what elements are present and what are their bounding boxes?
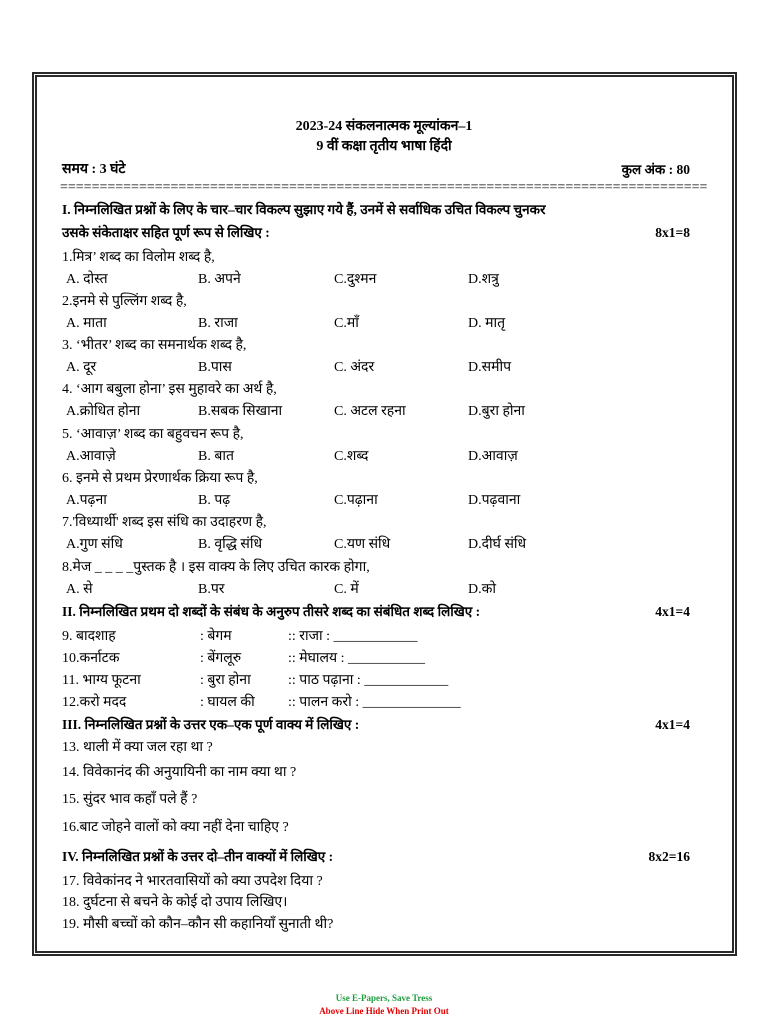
question-11 xyxy=(0,672,740,690)
option-d: D.समीप xyxy=(468,360,512,375)
question-2-options xyxy=(0,315,740,333)
section-2-heading: II. निम्नलिखित प्रथम दो शब्दों के संबंध के अनुरुप तीसरे शब्द का संबंधित शब्द लिखिए : xyxy=(62,604,481,619)
option-a: A.क्रोधित होना xyxy=(66,404,141,419)
question-8-options xyxy=(0,581,740,599)
footer-print-note: Above Line Hide When Print Out xyxy=(319,1006,449,1016)
word-pair-first: 9. बादशाह xyxy=(62,629,116,644)
option-c: C.पढ़ाना xyxy=(334,493,378,508)
section-4-marks: 8x2=16 xyxy=(648,849,690,864)
option-a: A.पढ़ना xyxy=(66,493,107,508)
question-1: 1.मित्र’ शब्द का विलोम शब्द है, xyxy=(62,250,215,265)
option-c: C. अंदर xyxy=(334,360,375,375)
option-d: D.आवाज़ xyxy=(468,449,518,464)
question-14: 14. विवेकानंद की अनुयायिनी का नाम क्या था ? xyxy=(62,765,297,780)
word-pair-first: 12.करो मदद xyxy=(62,695,127,710)
question-19: 19. मौसी बच्चों को कौन–कौन सी कहानियाँ सुनाती थी? xyxy=(62,917,334,932)
exam-title: 2023-24 संकलनात्मक मूल्यांकन–1 xyxy=(295,119,473,134)
option-b: B. पढ़ xyxy=(198,493,231,508)
option-a: A. दोस्त xyxy=(66,272,108,287)
option-a: A. माता xyxy=(66,316,107,331)
total-marks-label: कुल अंक : 80 xyxy=(621,162,690,177)
question-15: 15. सुंदर भाव कहाँ पले हैं ? xyxy=(62,792,198,807)
section-3-marks: 4x1=4 xyxy=(655,717,690,732)
question-12 xyxy=(0,694,740,712)
word-pair-first: 10.कर्नाटक xyxy=(62,651,120,666)
question-9 xyxy=(0,628,740,646)
question-10 xyxy=(0,650,740,668)
question-2: 2.इनमे से पुल्लिंग शब्द है, xyxy=(62,294,187,309)
option-b: B. राजा xyxy=(198,316,238,331)
option-d: D.पढ़वाना xyxy=(468,493,521,508)
question-7-options xyxy=(0,536,740,554)
option-c: C.शब्द xyxy=(334,449,369,464)
option-b: B. बात xyxy=(198,449,234,464)
question-17: 17. विवेकांनद ने भारतवासियों को क्या उपदेश दिया ? xyxy=(62,874,323,889)
question-3-options xyxy=(0,359,740,377)
time-label: समय : 3 घंटे xyxy=(62,162,126,177)
option-a: A. दूर xyxy=(66,360,97,375)
question-16: 16.बाट जोहने वालों को क्या नहीं देना चाहिए ? xyxy=(62,820,289,835)
question-4-options xyxy=(0,403,740,421)
word-pair-second: : घायल की xyxy=(200,695,255,710)
question-13: 13. थाली में क्या जल रहा था ? xyxy=(62,740,213,755)
section-2-marks: 4x1=4 xyxy=(655,604,690,619)
word-pair-first: 11. भाग्य फूटना xyxy=(62,673,141,688)
question-5-options xyxy=(0,448,740,466)
question-6-options xyxy=(0,492,740,510)
section-4-heading: IV. निम्नलिखित प्रश्नों के उत्तर दो–तीन वाक्यों में लिखिए : xyxy=(62,849,334,864)
option-d: D.शत्रु xyxy=(468,272,499,287)
question-18: 18. दुर्घटना से बचने के कोई दो उपाय लिखिए। xyxy=(62,895,288,910)
option-b: B.पर xyxy=(198,582,225,597)
word-pair-second: : बुरा होना xyxy=(200,673,251,688)
word-pair-second: : बेगम xyxy=(200,629,232,644)
word-pair-third: :: पालन करो : ______________ xyxy=(288,695,461,710)
option-d: D.बुरा होना xyxy=(468,404,525,419)
option-b: B. वृद्धि संधि xyxy=(198,537,263,552)
option-d: D.को xyxy=(468,582,496,597)
separator-line: ================================================================================== xyxy=(60,180,708,195)
section-3-heading: III. निम्नलिखित प्रश्नों के उत्तर एक–एक पूर्ण वाक्य में लिखिए : xyxy=(62,717,360,732)
section-1-heading-continued: उसके संकेताक्षर सहित पूर्ण रूप से लिखिए : xyxy=(62,225,270,240)
option-c: C.यण संधि xyxy=(334,537,391,552)
question-1-options xyxy=(0,271,740,289)
question-7: 7.'विध्यार्थी' शब्द इस संधि का उदाहरण है, xyxy=(62,515,267,530)
option-c: C. अटल रहना xyxy=(334,404,406,419)
option-b: B.सबक सिखाना xyxy=(198,404,283,419)
question-8: 8.मेज _ _ _ _पुस्तक है । इस वाक्य के लिए उचित कारक होगा, xyxy=(62,560,370,575)
word-pair-second: : बेंगलूरु xyxy=(200,651,242,666)
option-c: C.माँ xyxy=(334,316,359,331)
question-4: 4. ‘आग बबुला होना’ इस मुहावरे का अर्थ है, xyxy=(62,382,277,397)
option-c: C.दुश्मन xyxy=(334,272,377,287)
question-6: 6. इनमे से प्रथम प्रेरणार्थक क्रिया रूप है, xyxy=(62,471,258,486)
question-3: 3. ‘भीतर’ शब्द का समनार्थक शब्द है, xyxy=(62,338,247,353)
question-5: 5. ‘आवाज़’ शब्द का बहुवचन रूप है, xyxy=(62,427,244,442)
option-d: D.दीर्घ संधि xyxy=(468,537,527,552)
section-1-marks: 8x1=8 xyxy=(655,225,690,240)
option-a: A.गुण संधि xyxy=(66,537,123,552)
word-pair-third: :: पाठ पढ़ाना : ____________ xyxy=(288,673,449,688)
option-a: A.आवाज़े xyxy=(66,449,116,464)
option-c: C. में xyxy=(334,582,359,597)
word-pair-third: :: मेघालय : ___________ xyxy=(288,651,426,666)
section-1-heading: I. निम्नलिखित प्रश्नों के लिए के चार–चार विकल्प सुझाए गये हैं, उनमें से सर्वाधिक उचित विकल्प चुनकर xyxy=(62,202,546,217)
word-pair-third: :: राजा : ____________ xyxy=(288,629,418,644)
option-b: B. अपने xyxy=(198,272,241,287)
exam-subtitle: 9 वीं कक्षा तृतीय भाषा हिंदी xyxy=(316,139,452,154)
footer-save-trees-note: Use E-Papers, Save Tress xyxy=(335,993,433,1003)
option-b: B.पास xyxy=(198,360,232,375)
option-a: A. से xyxy=(66,582,93,597)
option-d: D. मातृ xyxy=(468,316,506,331)
